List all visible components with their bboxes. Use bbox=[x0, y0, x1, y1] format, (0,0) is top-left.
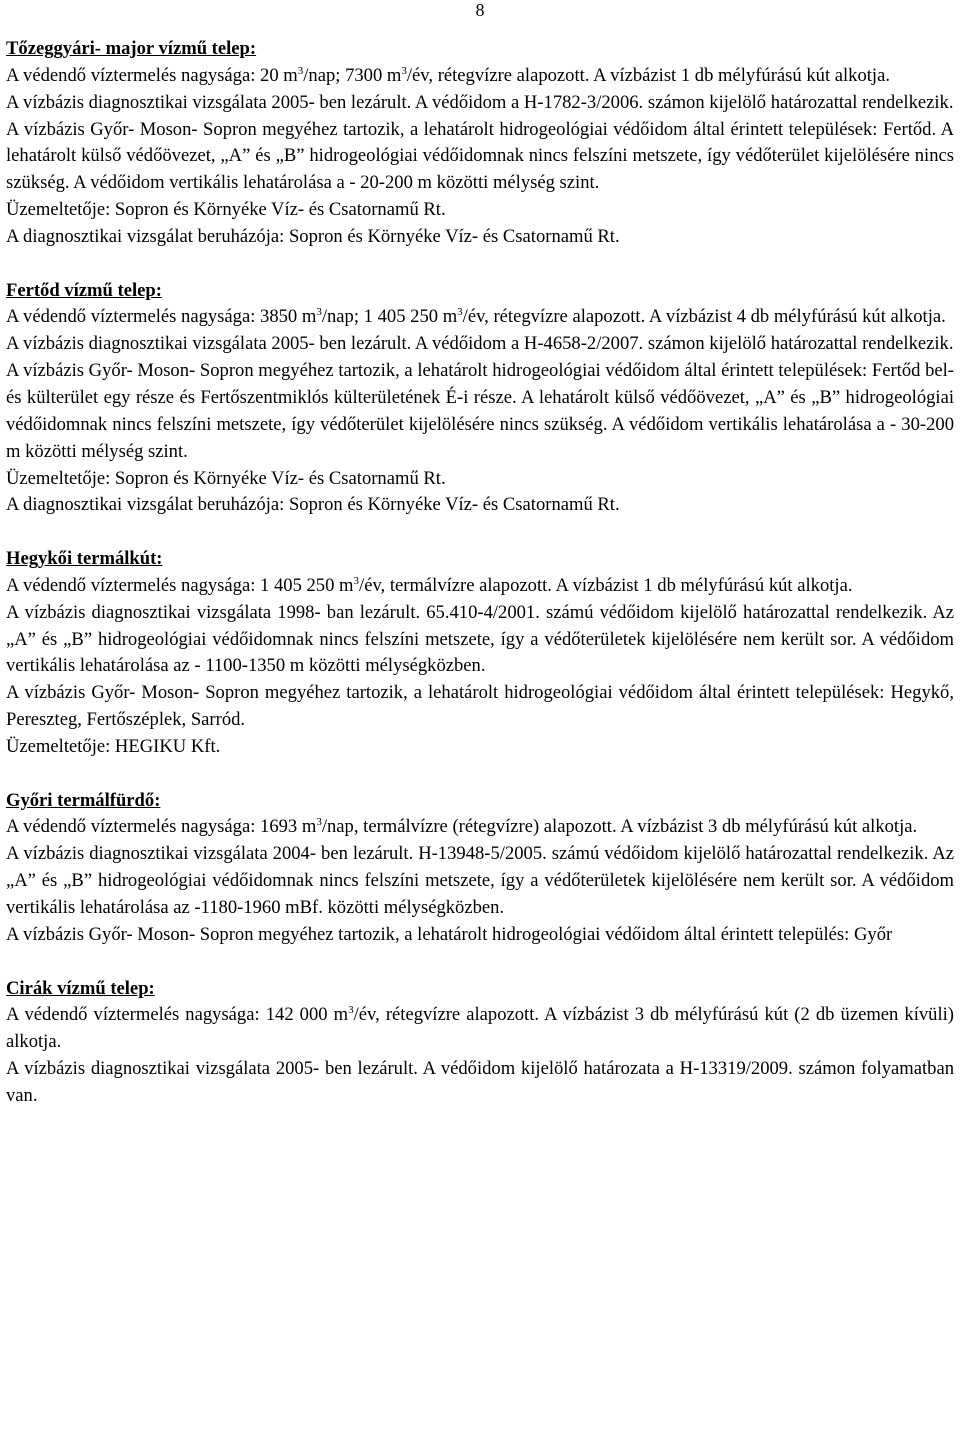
paragraph-county: A vízbázis Győr- Moson- Sopron megyéhez tartozik, a lehatárolt hidrogeológiai védőidom által érintett települések: Hegykő, Pereszteg, Fertőszéplek, Sarród. bbox=[6, 682, 954, 731]
paragraph-capacity bbox=[6, 304, 954, 331]
paragraph-county: A vízbázis Győr- Moson- Sopron megyéhez tartozik, a lehatárolt hidrogeológiai védőidom által érintett települések: Fertőd. A lehatárolt külső védőövezet, „A” és „B” hidrogeológiai védőidomnak nincs felszíni metszete, így védőterület kijelölésére nincs szükség. A védőidom vertikális lehatárolása a - 20-200 m közötti mélység szint. bbox=[6, 118, 954, 194]
section-heading: Fertőd vízmű telep: bbox=[6, 279, 162, 301]
paragraph-capacity bbox=[6, 573, 954, 600]
paragraph-diagnostics: A vízbázis diagnosztikai vizsgálata 2005- ben lezárult. A védőidom a H-1782-3/2006. számon kijelölő határozattal rendelkezik. bbox=[6, 91, 954, 113]
section-heading: Hegykői termálkút: bbox=[6, 548, 163, 570]
paragraph-investor: A diagnosztikai vizsgálat beruházója: Sopron és Környéke Víz- és Csatornamű Rt. bbox=[6, 225, 620, 247]
paragraph-diagnostics: A vízbázis diagnosztikai vizsgálata 2004- ben lezárult. H-13948-5/2005. számú védőidom kijelölő határozattal rendelkezik. Az „A” és „B” hidrogeológiai védőidomnak nincs felszíni metszete, így a védőterületek kijelölésére nem került sor. A védőidom vertikális lehatárolása az -1180-1960 mBf. közötti mélységközben. bbox=[6, 843, 954, 918]
superscript: 3 bbox=[297, 64, 304, 77]
paragraph-county: A vízbázis Győr- Moson- Sopron megyéhez tartozik, a lehatárolt hidrogeológiai védőidom által érintett települések: Fertőd bel- és külterület egy része és Fertőszentmiklós külterületének É-i része. A lehatárolt külső védőövezet, „A” és „B” hidrogeológiai védőidomnak nincs felszíni metszete, így védőterület kijelölésére nincs szükség. A védőidom vertikális lehatárolása a - 30-200 m közötti mélység szint. bbox=[6, 360, 954, 462]
text-run: /év, termálvízre alapozott. A vízbázist 1 db mélyfúrású kút alkotja. bbox=[359, 574, 853, 596]
paragraph-diagnostics: A vízbázis diagnosztikai vizsgálata 1998- ban lezárult. 65.410-4/2001. számú védőidom kijelölő határozattal rendelkezik. Az „A” és „B” hidrogeológiai védőidomnak nincs felszíni metszete, így a védőterületek kijelölésére nem került sor. A védőidom vertikális lehatárolása az - 1100-1350 m közötti mélységközben. bbox=[6, 601, 954, 677]
section-gyor bbox=[6, 788, 954, 949]
text-run: A védendő víztermelés nagysága: 3850 m bbox=[6, 306, 317, 328]
paragraph-county: A vízbázis Győr- Moson- Sopron megyéhez tartozik, a lehatárolt hidrogeológiai védőidom által érintett település: Győr bbox=[6, 923, 893, 945]
text-run: A védendő víztermelés nagysága: 20 m bbox=[6, 64, 298, 86]
paragraph-capacity bbox=[6, 814, 954, 841]
section-heading: Cirák vízmű telep: bbox=[6, 977, 155, 999]
paragraph-operator: Üzemeltetője: Sopron és Környéke Víz- és Csatornamű Rt. bbox=[6, 199, 446, 221]
text-run: /nap; 1 405 250 m bbox=[321, 306, 458, 328]
section-tozeggyari bbox=[6, 36, 954, 251]
paragraph-capacity bbox=[6, 63, 954, 90]
text-run: /év, rétegvízre alapozott. A vízbázist 3 db mélyfúrású kút (2 db üzemen kívüli) alkotja. bbox=[6, 1004, 954, 1053]
superscript: 3 bbox=[353, 574, 360, 587]
paragraph-diagnostics: A vízbázis diagnosztikai vizsgálata 2005- ben lezárult. A védőidom a H-4658-2/2007. számon kijelölő határozattal rendelkezik. bbox=[6, 333, 954, 355]
section-heading: Tőzeggyári- major vízmű telep: bbox=[6, 38, 257, 59]
section-hegyko bbox=[6, 546, 954, 761]
superscript: 3 bbox=[401, 64, 407, 77]
paragraph-investor: A diagnosztikai vizsgálat beruházója: Sopron és Környéke Víz- és Csatornamű Rt. bbox=[6, 494, 620, 516]
section-fertod bbox=[6, 278, 954, 520]
document-body bbox=[6, 36, 954, 1110]
section-cirak bbox=[6, 976, 954, 1110]
text-run: A védendő víztermelés nagysága: 1693 m bbox=[6, 816, 317, 838]
text-run: /év, rétegvízre alapozott. A vízbázist 4 db mélyfúrású kút alkotja. bbox=[462, 306, 946, 328]
text-run: A védendő víztermelés nagysága: 1 405 250 m bbox=[6, 574, 354, 596]
text-run: /nap; 7300 m bbox=[303, 64, 402, 86]
section-heading: Győri termálfürdő: bbox=[6, 789, 161, 811]
paragraph-diagnostics: A vízbázis diagnosztikai vizsgálata 2005- ben lezárult. A védőidom kijelölő határozata a H-13319/2009. számon folyamatban van. bbox=[6, 1058, 954, 1106]
paragraph-capacity bbox=[6, 1002, 954, 1056]
paragraph-operator: Üzemeltetője: Sopron és Környéke Víz- és Csatornamű Rt. bbox=[6, 467, 446, 489]
paragraph-operator: Üzemeltetője: HEGIKU Kft. bbox=[6, 735, 221, 757]
text-run: /év, rétegvízre alapozott. A vízbázist 1 db mélyfúrású kút alkotja. bbox=[406, 64, 891, 86]
text-run: /nap, termálvízre (rétegvízre) alapozott. A vízbázist 3 db mélyfúrású kút alkotja. bbox=[321, 816, 918, 838]
superscript: 3 bbox=[348, 1004, 354, 1017]
text-run: A védendő víztermelés nagysága: 142 000 m bbox=[6, 1004, 349, 1026]
superscript: 3 bbox=[316, 306, 322, 319]
superscript: 3 bbox=[316, 816, 322, 829]
superscript: 3 bbox=[457, 306, 463, 319]
page-number: 8 bbox=[475, 0, 485, 20]
